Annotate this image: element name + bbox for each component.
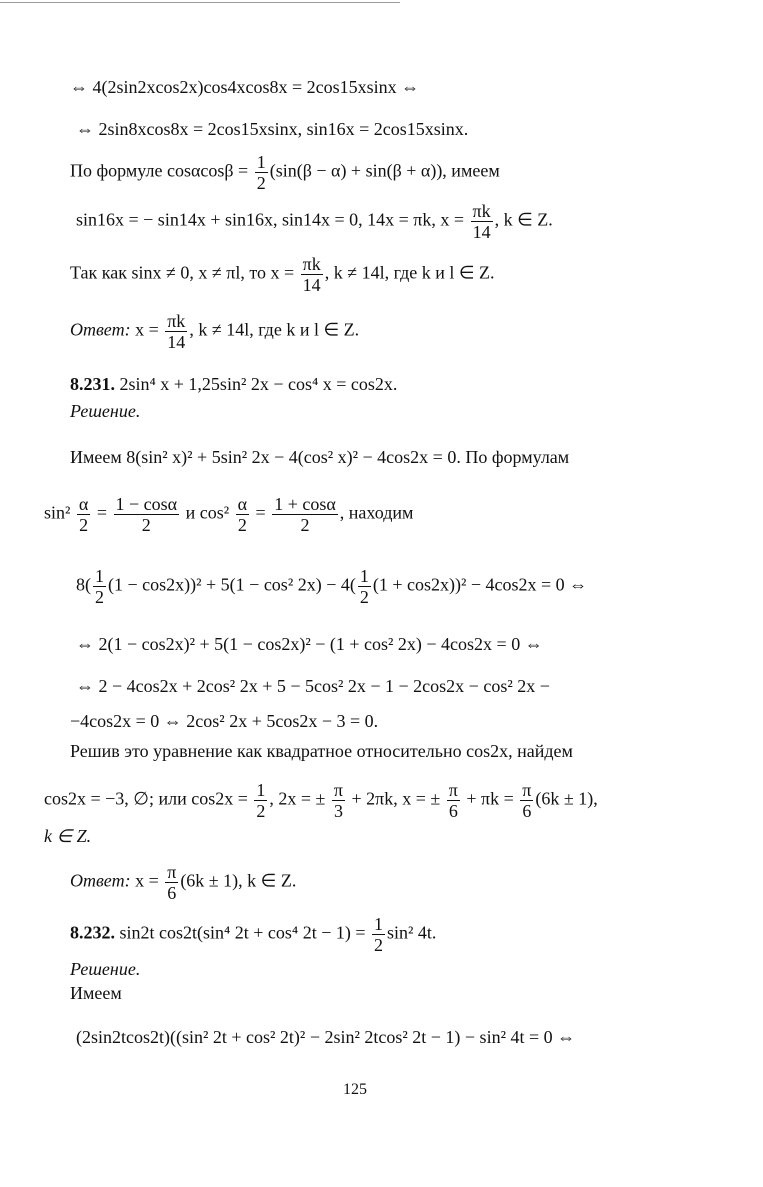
numerator: 1	[95, 566, 104, 586]
text: cos2x = −3, ∅; или cos2x =	[44, 788, 253, 809]
text: + πk =	[461, 788, 519, 809]
problem-equation: sin2t cos2t(sin⁴ 2t + cos⁴ 2t − 1) =	[115, 922, 370, 943]
eq-line-5	[70, 254, 495, 295]
answer-label: Ответ:	[70, 870, 131, 891]
denominator: 2	[237, 515, 247, 535]
eq-line-2: ⇔ 2sin8xcos8x = 2cos15xsinx, sin16x = 2cos15xsinx.	[76, 119, 469, 139]
text: , находим	[339, 502, 414, 523]
eq-line-1: ⇔ 4(2sin2xcos2x)cos4xcos8x = 2cos15xsinx ⇔	[70, 77, 420, 97]
fraction	[77, 494, 90, 535]
denominator: 14	[472, 222, 491, 242]
text-line-20: Имеем	[70, 983, 122, 1003]
denominator: 2	[79, 515, 89, 535]
fraction	[372, 914, 385, 955]
denominator: 6	[522, 801, 532, 821]
text: sin²	[44, 502, 75, 523]
text: , k ≠ 14l, где k и l ∈ Z.	[324, 262, 495, 283]
text: x =	[130, 319, 164, 340]
eq-line-4	[76, 201, 553, 242]
text: x =	[130, 870, 164, 891]
fraction	[254, 780, 267, 821]
text: , 2x = ±	[269, 788, 330, 809]
eq-line-16: k ∈ Z.	[44, 826, 92, 846]
problem-8-231	[70, 373, 397, 395]
denominator: 3	[333, 801, 343, 821]
denominator: 6	[167, 883, 177, 903]
denominator: 2	[141, 515, 151, 535]
eq-line-15	[44, 780, 598, 821]
answer-line-2	[70, 862, 296, 903]
eq-line-11: ⇔ 2(1 − cos2x)² + 5(1 − cos2x)² − (1 + cos² 2x) − 4cos2x = 0 ⇔	[76, 634, 543, 654]
text: sin16x = − sin14x + sin16x, sin14x = 0, 14x = πk, x =	[76, 209, 469, 230]
top-rule	[0, 2, 400, 3]
denominator: 2	[95, 587, 104, 607]
text: (1 − cos2x))² + 5(1 − cos² 2x) − 4(	[108, 574, 356, 595]
numerator: 1	[374, 914, 383, 934]
text: Так как sinx ≠ 0, x ≠ πl, то x =	[70, 262, 299, 283]
fraction	[520, 780, 533, 821]
fraction	[114, 494, 180, 535]
eq-line-8: Имеем 8(sin² x)² + 5sin² 2x − 4(cos² x)² − 4cos2x = 0. По формулам	[70, 447, 570, 467]
text: + 2πk, x = ±	[347, 788, 445, 809]
answer-line-1	[70, 311, 359, 352]
fraction	[332, 780, 345, 821]
denominator: 2	[300, 515, 310, 535]
denominator: 2	[256, 801, 266, 821]
numerator: πk	[167, 311, 186, 331]
denominator: 2	[374, 935, 383, 955]
text-line-14: Решив это уравнение как квадратное относительно cos2x, найдем	[70, 741, 573, 761]
text: и cos²	[181, 502, 234, 523]
text: 8(	[76, 574, 91, 595]
text: =	[92, 502, 112, 523]
numerator: 1 − cosα	[115, 494, 178, 514]
numerator: 1 + cosα	[274, 494, 336, 514]
numerator: 1	[256, 152, 266, 172]
text: (6k ± 1), k ∈ Z.	[180, 870, 297, 891]
denominator: 2	[256, 173, 266, 193]
solution-heading: Решение.	[70, 401, 141, 421]
fraction	[471, 201, 493, 242]
text: , k ≠ 14l, где k и l ∈ Z.	[189, 319, 360, 340]
formula-line	[70, 152, 500, 193]
fraction	[165, 862, 178, 903]
denominator: 14	[302, 275, 321, 295]
eq-line-21: (2sin2tcos2t)((sin² 2t + cos² 2t)² − 2sin² 2tcos² 2t − 1) − sin² 4t = 0 ⇔	[76, 1027, 576, 1047]
half-angle-formulas	[44, 494, 413, 535]
fraction	[93, 566, 106, 607]
numerator: 1	[359, 566, 369, 586]
eq-line-12: ⇔ 2 − 4cos2x + 2cos² 2x + 5 − 5cos² 2x − 1 − 2cos2x − cos² 2x −	[76, 676, 550, 696]
numerator: π	[333, 780, 343, 800]
numerator: πk	[472, 201, 491, 221]
denominator: 14	[167, 332, 186, 352]
text: (sin(β − α) + sin(β + α)), имеем	[269, 160, 500, 181]
text: По формуле cosαcosβ =	[70, 160, 253, 181]
numerator: π	[448, 780, 458, 800]
fraction	[301, 254, 323, 295]
text: (1 + cos2x))² − 4cos2x = 0 ⇔	[372, 574, 588, 595]
solution-heading: Решение.	[70, 959, 141, 979]
eq-line-13: −4cos2x = 0 ⇔ 2cos² 2x + 5cos2x − 3 = 0.	[70, 711, 379, 731]
numerator: πk	[302, 254, 321, 274]
numerator: α	[237, 494, 248, 514]
fraction	[165, 311, 187, 352]
page-number: 125	[343, 1081, 367, 1098]
numerator: π	[167, 862, 177, 882]
text: , k ∈ Z.	[494, 209, 553, 230]
fraction	[255, 152, 268, 193]
text: =	[251, 502, 271, 523]
problem-number: 8.231.	[70, 374, 115, 394]
eq-line-10	[76, 566, 587, 607]
answer-label: Ответ:	[70, 319, 131, 340]
denominator: 6	[448, 801, 458, 821]
fraction	[272, 494, 338, 535]
problem-number: 8.232.	[70, 922, 115, 943]
problem-equation: 2sin⁴ x + 1,25sin² 2x − cos⁴ x = cos2x.	[115, 374, 398, 394]
fraction	[358, 566, 371, 607]
problem-equation: sin² 4t.	[387, 922, 437, 943]
fraction	[236, 494, 249, 535]
numerator: π	[522, 780, 532, 800]
numerator: 1	[256, 780, 266, 800]
fraction	[447, 780, 460, 821]
denominator: 2	[359, 587, 369, 607]
numerator: α	[78, 494, 89, 514]
problem-8-232	[70, 914, 436, 955]
text: (6k ± 1),	[535, 788, 598, 809]
